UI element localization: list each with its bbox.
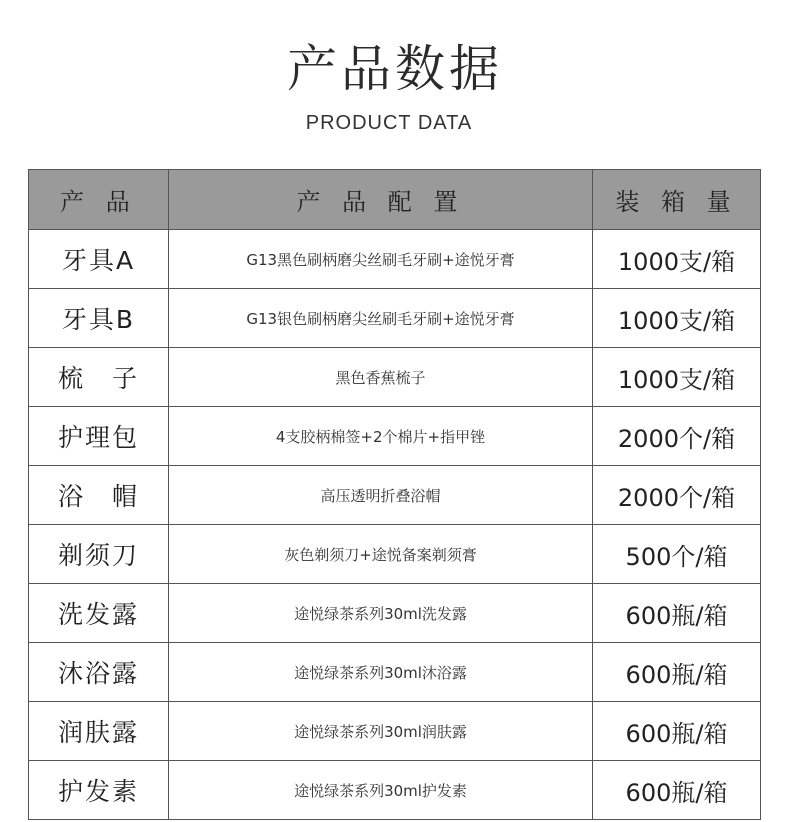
product-config-cell: 途悦绿茶系列30ml护发素 [169,761,593,820]
table-row [29,230,761,289]
table-row [29,761,761,820]
packing-quantity-cell: 600瓶/箱 [593,761,761,820]
product-name-cell: 浴 帽 [29,466,169,525]
product-config-cell: 途悦绿茶系列30ml沐浴露 [169,643,593,702]
page-subtitle: PRODUCT DATA [305,112,473,134]
product-config-cell: 4支胶柄棉签+2个棉片+指甲锉 [169,407,593,466]
table-row [29,584,761,643]
table-body [29,230,761,820]
table-row [29,348,761,407]
table-row [29,702,761,761]
product-name-cell: 洗发露 [29,584,169,643]
packing-quantity-cell: 600瓶/箱 [593,584,761,643]
product-config-cell: G13银色刷柄磨尖丝刷毛牙刷+途悦牙膏 [169,289,593,348]
column-header-config: 产 品 配 置 [169,170,593,230]
product-name-cell: 润肤露 [29,702,169,761]
product-name-cell: 牙具B [29,289,169,348]
packing-quantity-cell: 2000个/箱 [593,407,761,466]
column-header-quantity: 装 箱 量 [593,170,761,230]
packing-quantity-cell: 1000支/箱 [593,289,761,348]
page-title: 产品数据 [287,40,503,98]
table-header [29,170,761,230]
table-row [29,289,761,348]
product-name-cell: 护发素 [29,761,169,820]
product-name-cell: 梳 子 [29,348,169,407]
packing-quantity-cell: 500个/箱 [593,525,761,584]
product-config-cell: 途悦绿茶系列30ml洗发露 [169,584,593,643]
table-row [29,525,761,584]
table-row [29,407,761,466]
product-name-cell: 护理包 [29,407,169,466]
product-data-table [28,169,761,820]
packing-quantity-cell: 2000个/箱 [593,466,761,525]
packing-quantity-cell: 1000支/箱 [593,348,761,407]
product-config-cell: 灰色剃须刀+途悦备案剃须膏 [169,525,593,584]
product-config-cell: G13黑色刷柄磨尖丝刷毛牙刷+途悦牙膏 [169,230,593,289]
packing-quantity-cell: 1000支/箱 [593,230,761,289]
product-name-cell: 牙具A [29,230,169,289]
product-config-cell: 黑色香蕉梳子 [169,348,593,407]
packing-quantity-cell: 600瓶/箱 [593,702,761,761]
product-name-cell: 沐浴露 [29,643,169,702]
product-config-cell: 高压透明折叠浴帽 [169,466,593,525]
table-row [29,643,761,702]
packing-quantity-cell: 600瓶/箱 [593,643,761,702]
product-name-cell: 剃须刀 [29,525,169,584]
table-row [29,466,761,525]
product-config-cell: 途悦绿茶系列30ml润肤露 [169,702,593,761]
table-header-row [29,170,761,230]
column-header-product: 产 品 [29,170,169,230]
